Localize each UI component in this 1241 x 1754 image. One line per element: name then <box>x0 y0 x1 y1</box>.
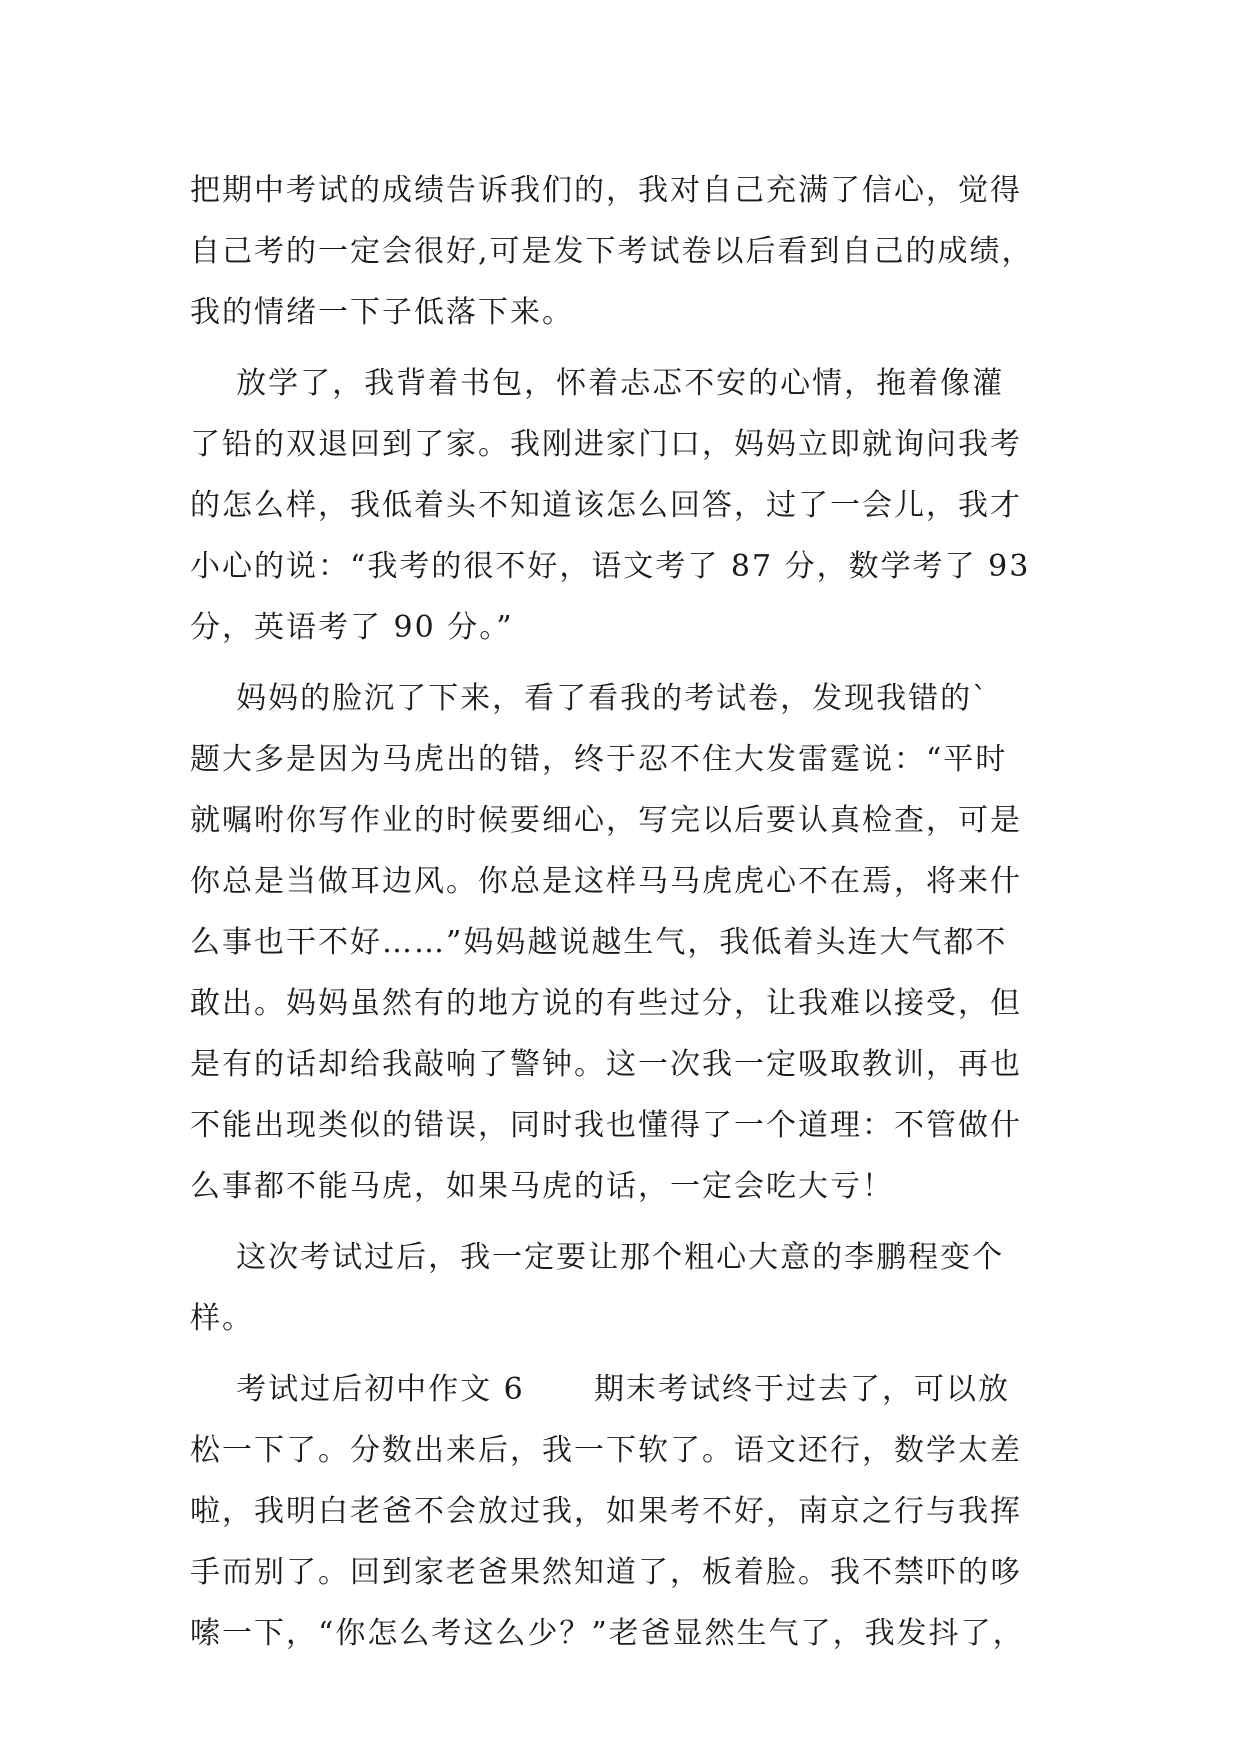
text-line: 松一下了。分数出来后，我一下软了。语文还行，数学太差 <box>190 1433 1022 1468</box>
text-line: 么事也干不好……”妈妈越说越生气，我低着头连大气都不 <box>190 925 1008 960</box>
text-line: 手而别了。回到家老爸果然知道了，板着脸。我不禁吓的哆 <box>190 1555 1022 1590</box>
text-line: 小心的说：“我考的很不好，语文考了 87 分，数学考了 93 <box>190 549 1031 584</box>
text-line: 的怎么样，我低着头不知道该怎么回答，过了一会儿，我才 <box>190 488 1022 523</box>
text-line: 样。 <box>190 1301 254 1336</box>
text-line: 就嘱咐你写作业的时候要细心，写完以后要认真检查，可是 <box>190 803 1022 838</box>
text-line: 这次考试过后，我一定要让那个粗心大意的李鹏程变个 <box>190 1240 1005 1275</box>
text-line: 考试过后初中作文 6 期末考试终于过去了，可以放 <box>190 1372 1010 1407</box>
text-line: 不能出现类似的错误，同时我也懂得了一个道理：不管做什 <box>190 1108 1022 1143</box>
text-line: 妈妈的脸沉了下来，看了看我的考试卷，发现我错的` <box>190 681 990 716</box>
text-line: 了铅的双退回到了家。我刚进家门口，妈妈立即就询问我考 <box>190 427 1022 462</box>
text-line: 是有的话却给我敲响了警钟。这一次我一定吸取教训，再也 <box>190 1047 1022 1082</box>
text-line: 啦，我明白老爸不会放过我，如果考不好，南京之行与我挥 <box>190 1494 1022 1529</box>
text-line: 我的情绪一下子低落下来。 <box>190 295 574 330</box>
text-line: 你总是当做耳边风。你总是这样马马虎虎心不在焉，将来什 <box>190 864 1022 899</box>
text-line: 敢出。妈妈虽然有的地方说的有些过分，让我难以接受，但 <box>190 986 1022 1021</box>
text-line: 自己考的一定会很好,可是发下考试卷以后看到自己的成绩， <box>190 234 1034 269</box>
text-line: 放学了，我背着书包，怀着忐忑不安的心情，拖着像灌 <box>190 366 1005 401</box>
text-line: 把期中考试的成绩告诉我们的，我对自己充满了信心，觉得 <box>190 173 1022 208</box>
text-line: 分，英语考了 90 分。” <box>190 610 514 645</box>
text-line: 题大多是因为马虎出的错，终于忍不住大发雷霆说：“平时 <box>190 742 1008 777</box>
text-line: 么事都不能马虎，如果马虎的话，一定会吃大亏！ <box>190 1169 894 1204</box>
text-line: 嗦一下，“你怎么考这么少？”老爸显然生气了，我发抖了， <box>190 1616 1025 1651</box>
essay-text <box>190 160 1090 1664</box>
